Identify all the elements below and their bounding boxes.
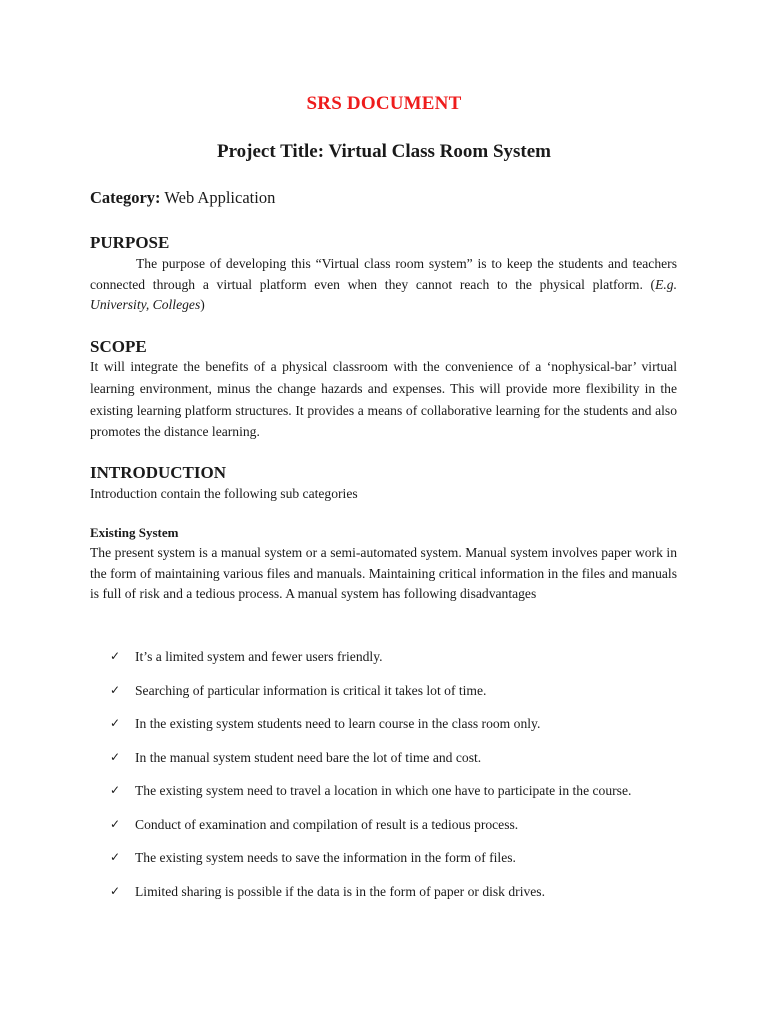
purpose-example: E.g. University, Colleges	[90, 276, 677, 313]
list-item	[90, 680, 677, 701]
existing-system-heading: Existing System	[90, 525, 179, 540]
project-title: Project Title: Virtual Class Room System	[216, 141, 552, 162]
list-item	[90, 646, 677, 667]
scope-paragraph: It will integrate the benefits of a physical classroom with the convenience of a ‘nophysical-bar’ virtual learning environment, minus the change hazards and expenses. This will provide more flexibility in the existing learning platform structures. It provides a means of collaborative learning for the students and also promotes the distance learning.	[90, 359, 677, 440]
list-item-text: It’s a limited system and fewer users friendly.	[135, 649, 383, 664]
list-item-text: The existing system needs to save the information in the form of files.	[135, 850, 516, 865]
purpose-heading: PURPOSE	[90, 233, 170, 252]
document-title: SRS DOCUMENT	[306, 93, 462, 114]
list-item-text: Searching of particular information is critical it takes lot of time.	[135, 682, 487, 698]
check-icon: ✓	[110, 816, 121, 831]
introduction-heading: INTRODUCTION	[90, 463, 227, 482]
check-icon: ✓	[110, 883, 121, 898]
disadvantages-list	[90, 646, 677, 914]
existing-system-paragraph: The present system is a manual system or a semi-automated system. Manual system involves paper work in the form of maintaining various files and manuals. Maintaining critical information in the files and manuals is full of risk and a tedious process. A manual system has following disadvantages	[90, 545, 677, 602]
list-item-text: Limited sharing is possible if the data is in the form of paper or disk drives.	[135, 883, 545, 899]
check-icon: ✓	[110, 682, 121, 697]
list-item	[90, 780, 677, 801]
purpose-paragraph	[90, 254, 677, 316]
purpose-text-end: )	[200, 297, 205, 313]
list-item	[90, 713, 677, 734]
check-icon: ✓	[110, 716, 121, 730]
list-item-text: Conduct of examination and compilation of result is a tedious process.	[135, 816, 519, 832]
list-item	[90, 847, 677, 868]
list-item	[90, 814, 677, 835]
scope-heading: SCOPE	[90, 337, 147, 356]
list-item-text: In the existing system students need to learn course in the class room only.	[135, 716, 541, 731]
purpose-text: The purpose of developing this “Virtual class room system” is to keep the students and teachers connected through a virtual platform even when they cannot reach to the physical platform. (	[90, 256, 677, 292]
check-icon: ✓	[110, 649, 121, 663]
list-item-text: In the manual system student need bare the lot of time and cost.	[135, 749, 482, 765]
introduction-paragraph: Introduction contain the following sub categories	[90, 486, 358, 501]
check-icon: ✓	[110, 749, 121, 764]
category-line	[90, 188, 275, 208]
category-value: Web Application	[160, 188, 276, 207]
category-label: Category:	[90, 188, 161, 207]
list-item	[90, 747, 677, 768]
check-icon: ✓	[110, 850, 121, 864]
list-item-text: The existing system need to travel a location in which one have to participate in the course.	[135, 783, 632, 798]
list-item	[90, 881, 677, 902]
check-icon: ✓	[110, 783, 121, 797]
